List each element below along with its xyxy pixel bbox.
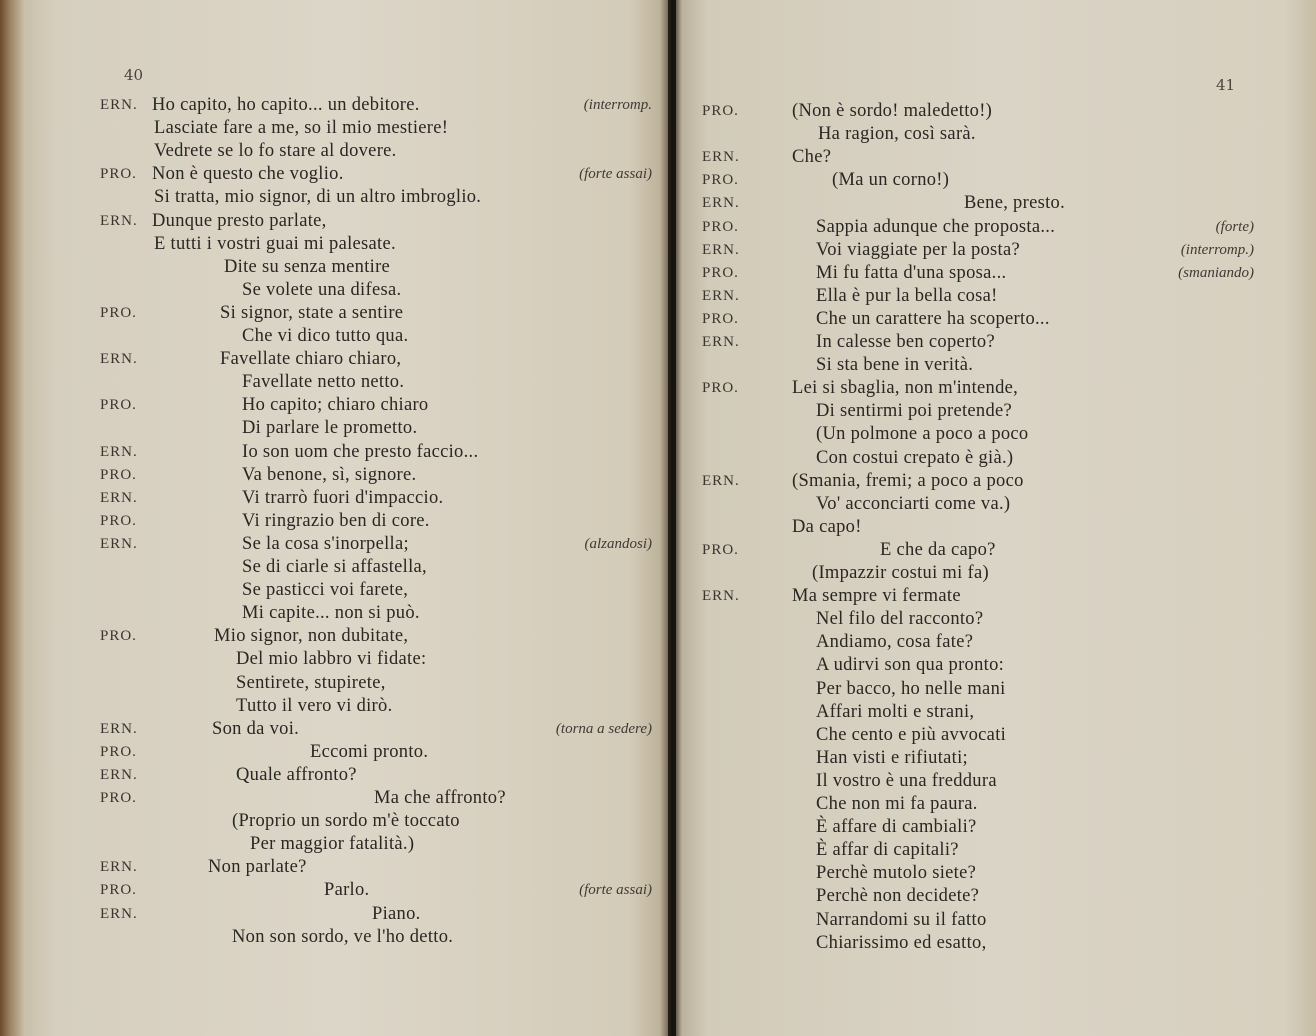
book-edge — [0, 0, 24, 1036]
verse-line: Ella è pur la bella cosa! — [816, 285, 998, 306]
verse-line: Tutto il vero vi dirò. — [236, 695, 393, 716]
stage-direction: (alzandosi) — [584, 535, 652, 552]
verse-line: A udirvi son qua pronto: — [816, 655, 1005, 676]
verse-line: Perchè mutolo siete? — [816, 863, 977, 884]
verse-line: Parlo. — [324, 880, 370, 901]
verse-line: Mi fu fatta d'una sposa... — [816, 262, 1007, 283]
speaker-label: ERN. — [702, 149, 740, 166]
stage-direction: (smaniando) — [1178, 264, 1254, 281]
verse-line: (Proprio un sordo m'è toccato — [232, 811, 460, 832]
verse-line: Che vi dico tutto qua. — [242, 326, 409, 346]
verse-line: Favellate chiaro chiaro, — [220, 349, 402, 370]
verse-line: Si tratta, mio signor, di un altro imbroglio. — [154, 187, 482, 208]
speaker-label: ERN. — [702, 195, 740, 212]
verse-line: Mi capite... non si può. — [242, 603, 420, 624]
speaker-label: PRO. — [702, 172, 739, 189]
right-page — [676, 0, 1316, 1036]
speaker-label: ERN. — [100, 351, 138, 368]
verse-line: Ha ragion, così sarà. — [818, 124, 976, 145]
verse-line: Lasciate fare a me, so il mio mestiere! — [154, 118, 449, 139]
speaker-label: ERN. — [100, 766, 138, 783]
speaker-label: PRO. — [702, 103, 739, 119]
speaker-label: ERN. — [100, 97, 138, 113]
verse-line: (Ma un corno!) — [832, 170, 950, 191]
verse-line: Con costui crepato è già.) — [816, 447, 1014, 468]
verse-line: Ma sempre vi fermate — [792, 586, 961, 607]
speaker-label: ERN. — [702, 334, 740, 350]
verse-line: Voi viaggiate per la posta? — [816, 239, 1021, 260]
verse-line: Va benone, sì, signore. — [242, 464, 417, 485]
verse-line: Vedrete se lo fo stare al dovere. — [154, 141, 397, 162]
speaker-label: PRO. — [100, 466, 137, 483]
verse-line: Io son uom che presto faccio... — [242, 441, 479, 462]
verse-line: È affar di capitali? — [816, 840, 959, 861]
verse-line: (Smania, fremi; a poco a poco — [792, 470, 1024, 491]
left-page — [18, 0, 668, 1036]
verse-line: Di parlare le prometto. — [242, 418, 418, 439]
speaker-label: ERN. — [100, 535, 138, 552]
verse-line: Piano. — [372, 903, 421, 924]
stage-direction: (torna a sedere) — [555, 720, 652, 737]
verse-line: È affare di cambiali? — [816, 817, 977, 838]
verse-line: Che non mi fa paura. — [816, 794, 978, 814]
speaker-label: ERN. — [100, 859, 138, 876]
speaker-label: PRO. — [702, 380, 739, 397]
speaker-label: ERN. — [100, 905, 138, 922]
verse-line: Narrandomi su il fatto — [816, 909, 987, 930]
verse-line: Non è questo che voglio. — [152, 164, 344, 185]
verse-line: Che un carattere ha scoperto... — [816, 308, 1050, 329]
verse-line: Sappia adunque che proposta... — [816, 216, 1056, 237]
verse-line: Lei si sbaglia, non m'intende, — [792, 378, 1019, 399]
verse-line: Chiarissimo ed esatto, — [816, 932, 987, 953]
verse-line: Ho capito, ho capito... un debitore. — [152, 95, 420, 115]
verse-line: Per bacco, ho nelle mani — [816, 678, 1006, 699]
verse-line: (Un polmone a poco a poco — [816, 424, 1029, 445]
speaker-label: PRO. — [702, 310, 739, 327]
speaker-label: PRO. — [100, 743, 137, 760]
stage-direction: (forte assai) — [579, 882, 652, 899]
verse-line: (Non è sordo! maledetto!) — [792, 101, 993, 121]
stage-direction: (forte) — [1215, 218, 1254, 235]
verse-line: Quale affronto? — [236, 764, 357, 785]
verse-line: Di sentirmi poi pretende? — [816, 401, 1013, 422]
speaker-label: ERN. — [702, 472, 740, 489]
verse-line: Dunque presto parlate, — [152, 210, 327, 231]
verse-line: Che cento e più avvocati — [816, 724, 1007, 745]
speaker-label: ERN. — [100, 443, 138, 460]
verse-line: Se la cosa s'inorpella; — [242, 533, 409, 554]
speaker-label: ERN. — [100, 720, 138, 737]
verse-line: Dite su senza mentire — [224, 256, 391, 277]
verse-line: Favellate netto netto. — [242, 372, 405, 393]
verse-line: Per maggior fatalità.) — [250, 834, 415, 855]
verse-line: Il vostro è una freddura — [816, 770, 997, 791]
speaker-label: PRO. — [100, 166, 137, 183]
verse-line: Bene, presto. — [964, 193, 1065, 214]
verse-line: (Impazzir costui mi fa) — [812, 563, 989, 583]
speaker-label: PRO. — [100, 628, 137, 645]
verse-line: Del mio labbro vi fidate: — [236, 649, 427, 670]
stage-direction: (interromp.) — [1180, 241, 1254, 258]
verse-line: Ho capito; chiaro chiaro — [242, 395, 429, 416]
speaker-label: PRO. — [702, 218, 739, 235]
verse-line: Se di ciarle si affastella, — [242, 557, 427, 577]
page-number-left: 40 — [124, 66, 144, 84]
speaker-label: PRO. — [100, 882, 137, 899]
speaker-label: ERN. — [100, 212, 138, 229]
verse-line: Perchè non decidete? — [816, 886, 980, 907]
verse-line: Se volete una difesa. — [242, 279, 402, 300]
verse-line: Ma che affronto? — [374, 788, 506, 808]
verse-line: Vo' acconciarti come va.) — [816, 493, 1011, 514]
book-spine — [660, 0, 682, 1036]
verse-line: Affari molti e strani, — [816, 701, 975, 722]
verse-line: Mio signor, non dubitate, — [214, 626, 409, 647]
verse-line: Da capo! — [792, 516, 862, 537]
speaker-label: ERN. — [702, 588, 740, 605]
page-number-right: 41 — [1216, 76, 1236, 94]
verse-line: Son da voi. — [212, 718, 300, 739]
verse-line: Eccomi pronto. — [310, 741, 429, 762]
verse-line: Han visti e rifiutati; — [816, 747, 968, 768]
verse-line: E che da capo? — [880, 539, 996, 560]
verse-line: Vi ringrazio ben di core. — [242, 510, 430, 531]
verse-line: Si signor, state a sentire — [220, 302, 404, 323]
verse-line: Si sta bene in verità. — [816, 355, 974, 376]
verse-line: Non parlate? — [208, 857, 307, 878]
verse-line: Se pasticci voi farete, — [242, 580, 409, 601]
speaker-label: ERN. — [702, 287, 740, 304]
verse-line: Non son sordo, ve l'ho detto. — [232, 926, 454, 947]
verse-line: Nel filo del racconto? — [816, 609, 984, 630]
verse-line: Che? — [792, 147, 832, 168]
speaker-label: ERN. — [702, 241, 740, 258]
stage-direction: (forte assai) — [579, 166, 652, 183]
verse-line: Vi trarrò fuori d'impaccio. — [242, 487, 444, 508]
stage-direction: (interromp. — [583, 97, 652, 113]
speaker-label: PRO. — [100, 512, 137, 529]
speaker-label: PRO. — [100, 790, 137, 806]
verse-line: E tutti i vostri guai mi palesate. — [154, 233, 396, 254]
speaker-label: PRO. — [702, 541, 739, 558]
verse-line: In calesse ben coperto? — [816, 332, 995, 352]
speaker-label: PRO. — [702, 264, 739, 281]
speaker-label: PRO. — [100, 397, 137, 414]
verse-line: Andiamo, cosa fate? — [816, 632, 974, 653]
verse-line: Sentirete, stupirete, — [236, 672, 386, 693]
speaker-label: PRO. — [100, 304, 137, 321]
speaker-label: ERN. — [100, 489, 138, 506]
